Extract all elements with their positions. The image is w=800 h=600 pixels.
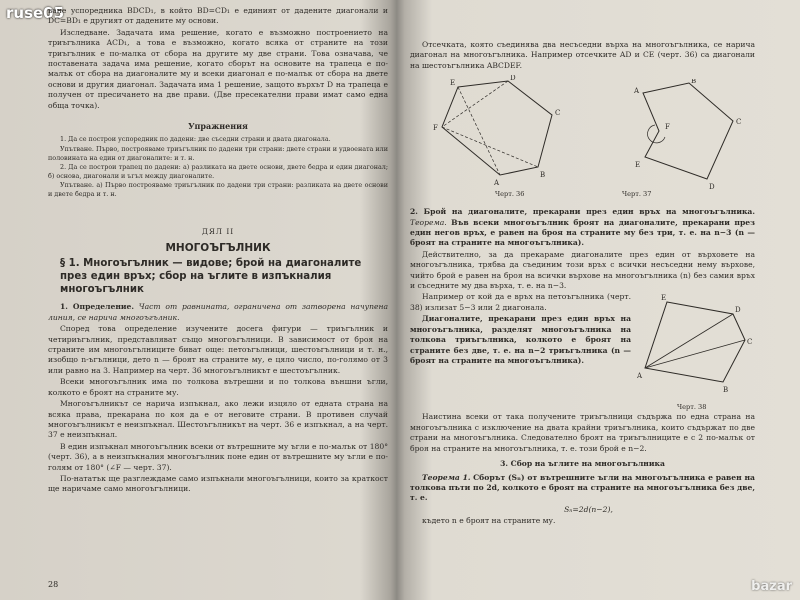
definition-text: Част от равнината, ограничена от затворена начупена линия, се нарича многоъгълник. (48, 302, 388, 322)
fig36-label-d: D (510, 75, 516, 83)
left-intro-2: Изследване. Задачата има решение, когато е възможно построението на триъгълника ACD₁, а това е възможно, когато всяка от страните на този триъгълник е по-малка от сбора на другите му две страни. Това означава, че поставената задача има решение, когато сборът на основите на трапеца е по-малък от сбора на диагоналите му и всеки диагонал е по-малък от сбора на двете основи и другия диагонал. Задачата има 1 решение, защото върхът D на трапеца е получен от пресичането на две прави. (Две пресекателни прави имат само една обща точка). (48, 27, 388, 110)
fig36-label-b: B (540, 171, 546, 180)
fig36-label-a: A (494, 179, 500, 188)
fig36-label-f: F (433, 124, 438, 133)
section-title: § 1. Многоъгълник — видове; брой на диагоналите през един връх; сбор на ъглите в изпъкналия многоъгълник (60, 258, 362, 296)
left-paragraph-3: Многоъгълникът се нарича изпъкнал, ако лежи изцяло от едната страна на всяка права, прекарана по коя да е от неговите страни. В противен случай многоъгълникът е неизпъкнал. Шестоъгълникът на черт. 36 е изпъкнал, а на черт. 37 е неизпъкнал. (48, 399, 388, 440)
theorem-1-label: Теорема 1. (422, 472, 471, 482)
figure-38-caption: Черт. 38 (677, 403, 707, 412)
formula-where: където n е броят на страните му. (422, 516, 556, 526)
figure-37-caption: Черт. 37 (622, 190, 652, 199)
formula-sum-angles: Sₙ=2d(n−2), (564, 504, 613, 514)
fig38-label-b: B (723, 386, 729, 395)
definition-lead: 1. Определение. (60, 302, 134, 312)
fig37-label-e: E (635, 161, 641, 170)
page-number: 28 (48, 580, 59, 589)
part-title: МНОГОЪГЪЛНИК (165, 242, 271, 255)
fig36-label-c: C (555, 109, 561, 118)
fig36-label-e: E (450, 79, 456, 88)
figure-38-block (637, 292, 755, 412)
section-2 (410, 207, 755, 249)
right-intro: Отсечката, която съединява два несъседни върха на многоъгълника, се нарича диагонал на многоъгълника. Например отсечките AD и CE (черт. 36) са диагонали на шестоъгълника ABCDEF. (410, 40, 755, 70)
figure-37-nonconvex (615, 79, 745, 191)
exercises-block (48, 135, 388, 198)
section-2-theorem-label: Теорема. (410, 217, 447, 227)
exercise-1: 1. Да се построи успоредник по дадени: две съседни страни и двата диагонала. (60, 135, 331, 144)
watermark-logo: ruse05 (6, 4, 65, 22)
figure-row (410, 73, 755, 201)
section-2-lead: 2. Брой на диагоналите, прекарани през един връх на многоъгълника. (410, 207, 755, 217)
fig38-label-c: C (747, 338, 753, 347)
figure-36-hexagon (430, 75, 580, 187)
fig37-label-d: D (709, 183, 715, 192)
watermark-bazar: bazar (751, 579, 792, 594)
fig37-label-f: F (665, 123, 670, 132)
right-page (410, 0, 755, 600)
left-paragraph-1: Според това определение изучените досега фигури — триъгълник и четириъгълник, представляват също многоъгълници. В зависимост от броя на страните им многоъгълниците биват още: петоъгълници, шестоъгълници и т. н., изобщо n-ъгълници, дето n — броят на страните му, е цяло число, по-голямо от 3 или равно на 3. Например на черт. 36 многоъгълникът е шестоъгълник. (48, 324, 388, 375)
theorem-1-text: Сборът (Sₙ) от вътрешните ъгли на многоъгълника е равен на толкова пъти по 2d, колкото е броят на страните на многоъгълника без две, т. е. (410, 472, 755, 503)
section-3-title: 3. Сбор на ъглите на многоъгълника (500, 459, 665, 469)
left-page (48, 0, 388, 600)
exercise-2-hint: Упътване. а) Първо построяваме триъгълник по дадени три страни: разликата на двете основи и двете бедра и т. н. (48, 181, 388, 199)
section-2-theorem: Във всеки многоъгълник броят на диагоналите, прекарани през един негов връх, е равен на броя на страните му без три, т. е. на n−3 (n — броят на страните на многоъгълника). (410, 217, 755, 248)
left-intro-1: ване успоредника BDCD₁, в който BD=CD₁ е единият от дадените диагонали и DC=BD₁ е другият от дадените му основи. (48, 6, 388, 26)
section-2-example: Например от кой да е връх на петоъгълника (черт. 38) излизат 5−3 или 2 диагонала. (410, 292, 631, 312)
exercise-2: 2. Да се построи трапец по дадени: а) разликата на двете основи, двете бедра и един диагонал; б) основа, диагонали и ъгъл между диагоналите. (48, 163, 388, 180)
fig37-label-c: C (736, 118, 742, 127)
section-2-bold-statement: Диагоналите, прекарани през един връх на многоъгълника, разделят многоъгълника на толкова триъгълника, колкото е броят на страните без две, т. е. на n−2 триъгълника (n — броят на страните на многоъгълника). (410, 314, 631, 365)
exercises-title: Упражнения (188, 121, 248, 132)
fig38-label-d: D (735, 306, 741, 315)
section-2-check: Наистина всеки от така получените триъгълници съдържа по една страна на многоъгълника с изключение на двата крайни триъгълника, които съдържат по две страни на многоъгълника. Следователно броят на триъгълниците е с 2 по-малък от броя на страните на многоъгълника, т. е. този брой е n−2. (410, 412, 755, 453)
left-paragraph-5: По-нататък ще разглеждаме само изпъкнали многоъгълници, които за краткост ще наричаме само многоъгълници. (48, 473, 388, 494)
fig37-label-a: A (634, 87, 640, 96)
fig38-label-e: E (661, 294, 667, 303)
fig38-label-a: A (637, 372, 643, 381)
part-label: ДЯЛ II (201, 226, 235, 236)
section-2-proof: Действително, за да прекараме диагоналите през един от върховете на многоъгълника, трябва да съединим този връх с всички несъседни нему върхове, чийто брой е равен на броя на всички върхове на многоъгълника (n) без самия връх и съседните му два върха, т. е. на n−3. (410, 249, 755, 291)
figure-36-caption: Черт. 36 (495, 190, 525, 199)
fig37-label-b: B (691, 79, 697, 86)
left-paragraph-2: Всеки многоъгълник има по толкова вътрешни и по толкова външни ъгли, колкото е броят на страните му. (48, 377, 388, 397)
theorem-1 (410, 473, 755, 504)
exercise-1-hint: Упътване. Първо, построяваме триъгълник по дадени три страни: двете страни и удвоената или половината на един от диагоналите: и т. н. (48, 145, 388, 162)
left-paragraph-4: В един изпъкнал многоъгълник всеки от вътрешните му ъгли е по-малък от 180° (черт. 36), а в неизпъкналия многоъгълник поне един от вътрешните му ъгли е по-голям от 180° (∠F — черт. 37). (48, 441, 388, 472)
figure-38-pentagon (637, 292, 755, 400)
definition (48, 302, 388, 323)
